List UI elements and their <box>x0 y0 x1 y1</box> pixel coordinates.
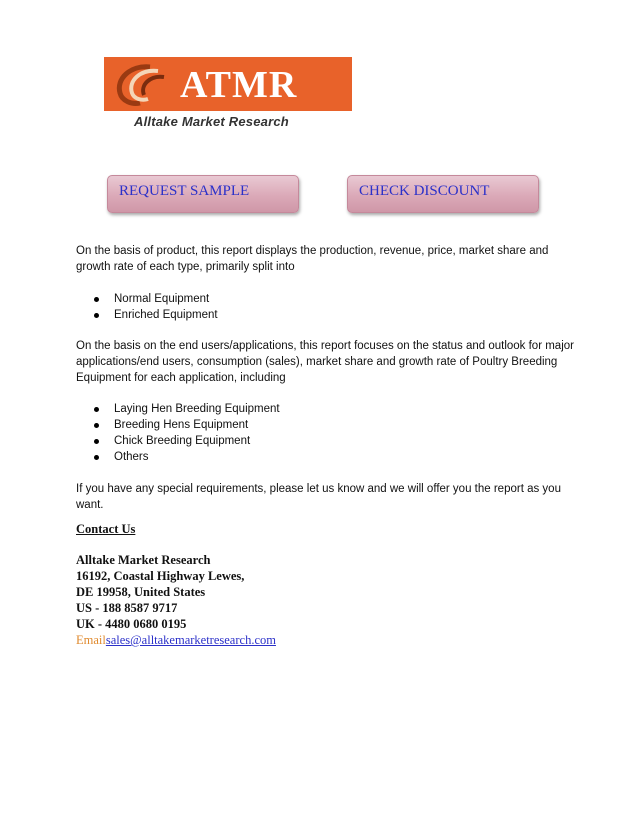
logo-band <box>104 57 352 111</box>
contact-heading: Contact Us <box>76 522 136 536</box>
logo-wordmark: ATMR <box>180 64 298 106</box>
application-list <box>76 401 576 465</box>
atmr-logo <box>104 57 352 137</box>
list-item: Chick Breeding Equipment <box>76 433 576 449</box>
email-link[interactable]: sales@alltakemarketresearch.com <box>105 633 276 647</box>
company-name: Alltake Market Research <box>76 553 211 567</box>
phone-uk: UK - 4480 0680 0195 <box>76 617 187 631</box>
logo-swirl-icon <box>110 61 170 109</box>
phone-us: US - 188 8587 9717 <box>76 601 178 615</box>
list-item: Laying Hen Breeding Equipment <box>76 401 576 417</box>
list-item: Enriched Equipment <box>76 307 576 323</box>
list-item: Others <box>76 449 576 465</box>
product-intro-paragraph: On the basis of product, this report displays the production, revenue, price, market share and growth rate of each type, primarily split into <box>76 245 549 273</box>
email-line <box>76 632 476 648</box>
logo-subtitle: Alltake Market Research <box>134 114 289 129</box>
request-sample-button[interactable]: REQUEST SAMPLE <box>107 175 299 213</box>
list-item: Breeding Hens Equipment <box>76 417 576 433</box>
report-body <box>76 243 576 513</box>
address-line-2: DE 19958, United States <box>76 585 206 599</box>
closing-paragraph: If you have any special requirements, please let us know and we will offer you the report as you want. <box>76 483 561 511</box>
contact-block <box>76 521 476 648</box>
list-item: Normal Equipment <box>76 291 576 307</box>
product-type-list <box>76 291 576 323</box>
address-line-1: 16192, Coastal Highway Lewes, <box>76 569 245 583</box>
email-label: Email <box>76 633 106 647</box>
application-intro-paragraph: On the basis on the end users/applications, this report focuses on the status and outlook for major applications/end users, consumption (sales), market share and growth rate of Poultry Breeding Equipment for each application, including <box>76 340 574 384</box>
check-discount-button[interactable]: CHECK DISCOUNT <box>347 175 539 213</box>
